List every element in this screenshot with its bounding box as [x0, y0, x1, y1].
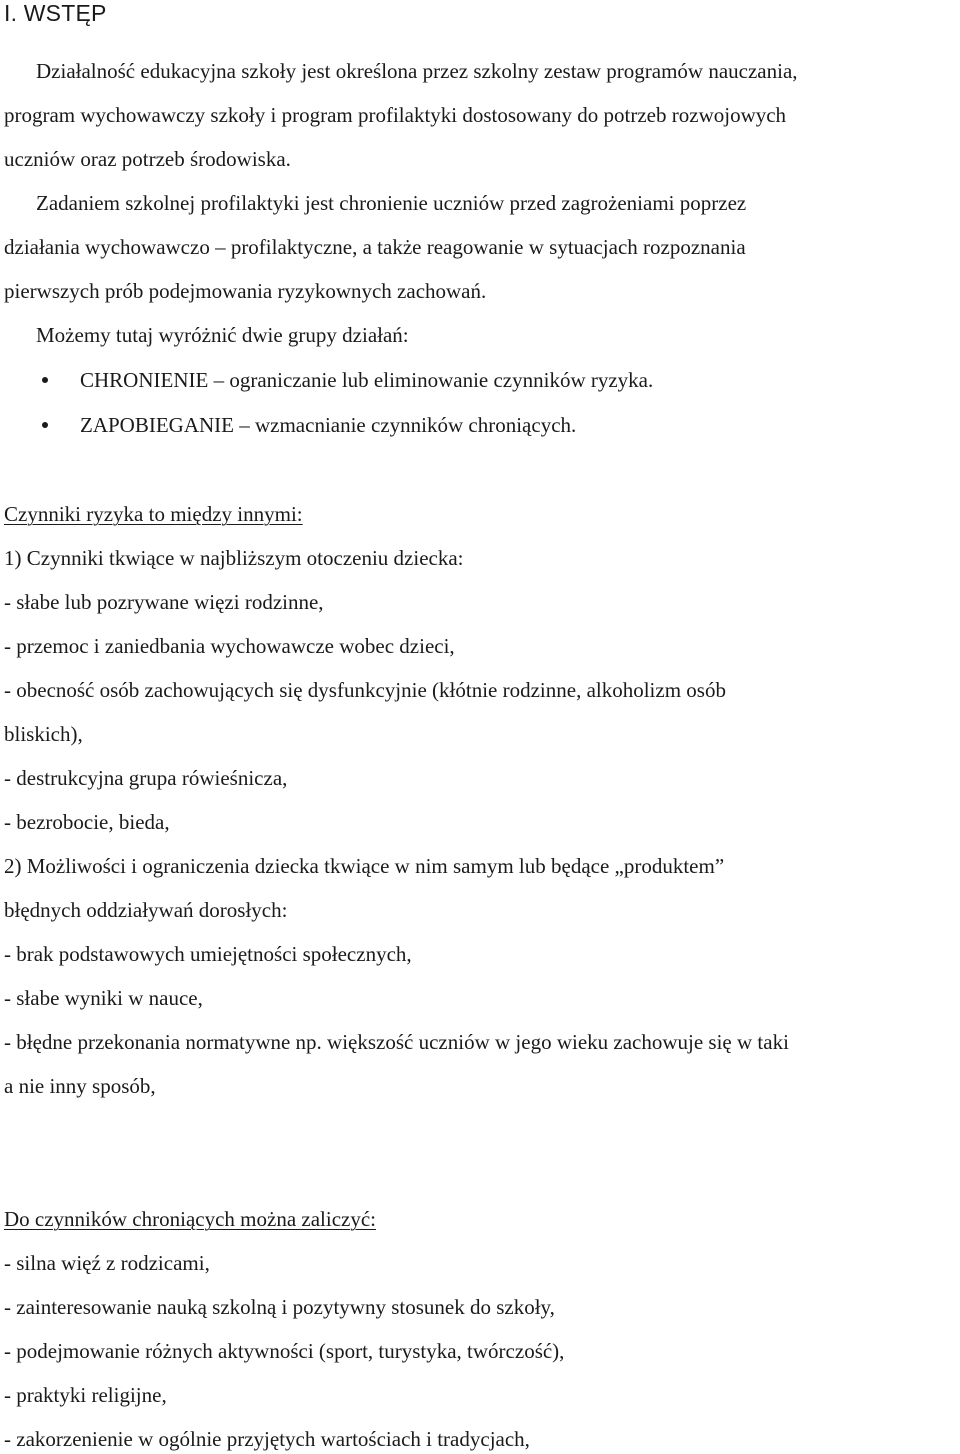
groups-intro: Możemy tutaj wyróżnić dwie grupy działań: — [36, 323, 409, 347]
risk-line: - błędne przekonania normatywne np. większość uczniów w jego wieku zachowuje się w taki — [4, 1030, 789, 1054]
risk-line: - przemoc i zaniedbania wychowawcze wobec dzieci, — [4, 634, 455, 658]
risk-line: 1) Czynniki tkwiące w najbliższym otoczeniu dziecka: — [4, 546, 464, 570]
risk-line: błędnych oddziaływań dorosłych: — [4, 898, 288, 922]
bullet-icon — [42, 377, 48, 383]
risk-line: - słabe lub pozrywane więzi rodzinne, — [4, 590, 324, 614]
risk-line: - słabe wyniki w nauce, — [4, 986, 203, 1010]
protective-line: - praktyki religijne, — [4, 1383, 167, 1407]
task-line: Zadaniem szkolnej profilaktyki jest chronienie uczniów przed zagrożeniami poprzez — [36, 191, 747, 215]
risk-line: - bezrobocie, bieda, — [4, 810, 170, 834]
group-description: – wzmacnianie czynników chroniących. — [233, 413, 577, 437]
risk-factors-heading: Czynniki ryzyka to między innymi: — [4, 502, 303, 526]
risk-line: - brak podstawowych umiejętności społecznych, — [4, 942, 412, 966]
intro-line: program wychowawczy szkoły i program profilaktyki dostosowany do potrzeb rozwojowych — [4, 103, 787, 127]
protective-factors-heading: Do czynników chroniących można zaliczyć: — [4, 1207, 377, 1231]
intro-line: Działalność edukacyjna szkoły jest określona przez szkolny zestaw programów nauczania, — [36, 59, 798, 83]
task-line: pierwszych prób podejmowania ryzykownych zachowań. — [4, 279, 487, 303]
bullet-icon — [42, 422, 48, 428]
section-heading: I. WSTĘP — [4, 0, 107, 26]
risk-line: - destrukcyjna grupa rówieśnicza, — [4, 766, 288, 790]
group-term: CHRONIENIE — [80, 368, 209, 392]
protective-line: - zainteresowanie nauką szkolną i pozytywny stosunek do szkoły, — [4, 1295, 555, 1319]
risk-line: - obecność osób zachowujących się dysfunkcyjnie (kłótnie rodzinne, alkoholizm osób — [4, 678, 726, 702]
intro-line: uczniów oraz potrzeb środowiska. — [4, 147, 291, 171]
task-line: działania wychowawczo – profilaktyczne, a także reagowanie w sytuacjach rozpoznania — [4, 235, 746, 259]
risk-line: 2) Możliwości i ograniczenia dziecka tkwiące w nim samym lub będące „produktem” — [4, 854, 725, 878]
group-description: – ograniczanie lub eliminowanie czynników ryzyka. — [208, 368, 654, 392]
protective-line: - zakorzenienie w ogólnie przyjętych wartościach i tradycjach, — [4, 1427, 530, 1451]
risk-line: a nie inny sposób, — [4, 1074, 156, 1098]
protective-line: - podejmowanie różnych aktywności (sport, turystyka, twórczość), — [4, 1339, 565, 1363]
group-term: ZAPOBIEGANIE — [80, 413, 234, 437]
protective-line: - silna więź z rodzicami, — [4, 1251, 210, 1275]
risk-line: bliskich), — [4, 722, 83, 746]
